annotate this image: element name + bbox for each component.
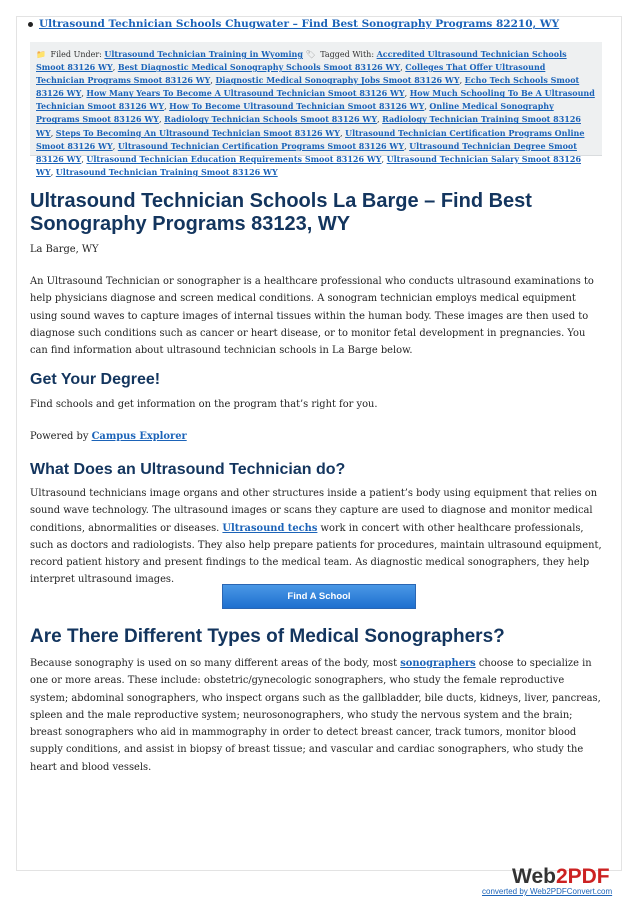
powered-by [30,428,602,445]
tagged-with-label: Tagged With: [320,50,375,59]
tag-link[interactable]: How Much Schooling To Be A Ultrasound Technician Smoot 83126 WY [36,88,595,112]
tag-link[interactable]: Ultrasound Technician Education Requirements Smoot 83126 WY [86,153,382,164]
tag-link[interactable]: Ultrasound Technician Degree Smoot 83126 WY [36,140,577,164]
find-a-school-button[interactable]: Find A School [222,584,416,609]
types-text-2: choose to specialize in one or more areas. These include: obstetric/gynecologic sonographers, who study the female reproductive system; abdominal sonographers, who inspect organs such as the gallbladder, bile ducts, kidneys, liver, pancreas, spleen and the male reproductive system; neurosonographers, who study the nervous system and the brain; breast sonographers who aid in mammography in order to detect breast cancer, track tumors, monitor blood supply conditions, and assist in biopsy of breast tissue; and vascular and cardiac sonographers, who study the heart and blood vessels. [30,658,601,773]
what-heading: What Does an Ultrasound Technician do? [30,461,346,478]
web2pdf-logo [512,866,610,887]
types-heading: Are There Different Types of Medical Sonographers? [30,626,505,647]
ultrasound-techs-link[interactable]: Ultrasound techs [222,522,318,534]
location-text: La Barge, WY [30,244,99,255]
tag-link[interactable]: Radiology Technician Training Smoot 83126 WY [36,114,581,138]
intro-paragraph: An Ultrasound Technician or sonographer is a healthcare professional who conducts ultrasound examinations to help physicians diagnose and screen medical conditions. A sonogram technician employs medical equipment using sound waves to capture images of internal tissues within the human body. These images are then used to diagnose such conditions such as cancer or heart disease, or to monitor fetal development in pregnancies. You can find information about ultrasound technician schools in La Barge below. [30,276,594,357]
tag-link[interactable]: Ultrasound Technician Training Smoot 83126 WY [55,166,278,177]
tag-link[interactable]: Ultrasound Technician Certification Programs Smoot 83126 WY [117,140,405,151]
degree-text: Find schools and get information on the program that’s right for you. [30,399,378,410]
tag-link[interactable]: How Many Years To Become A Ultrasound Technician Smoot 83126 WY [86,88,405,99]
what-text-2: work in concert with other healthcare professionals, such as doctors and radiologists. They also help prepare patients for procedures, maintain ultrasound equipment, record patient history and present findings to the medical team. As diagnostic medical sonographers, they help interpret ultrasound images. [30,522,602,586]
converted-by-link[interactable]: converted by Web2PDFConvert.com [482,887,613,896]
degree-heading: Get Your Degree! [30,371,161,388]
related-post-link[interactable]: Ultrasound Technician Schools Chugwater – Find Best Sonography Programs 82210, WY [39,18,560,30]
logo-web: Web [512,865,556,888]
bullet-icon [28,22,33,27]
tag-link[interactable]: Ultrasound Technician Certification Programs Online Smoot 83126 WY [36,127,585,151]
what-paragraph [30,485,602,589]
tag-link[interactable]: Radiology Technician Schools Smoot 83126 WY [164,114,378,125]
tag-link[interactable]: Accredited Ultrasound Technician Schools Smoot 83126 WY [36,49,567,73]
tag-link[interactable]: Diagnostic Medical Sonography Jobs Smoot 83126 WY [215,75,460,86]
powered-by-label: Powered by [30,431,89,442]
tag-link[interactable]: Ultrasound Technician Salary Smoot 83126 WY [36,153,582,177]
tag-list: Accredited Ultrasound Technician Schools Smoot 83126 WY, Best Diagnostic Medical Sonography Schools Smoot 83126 WY, Colleges That Offer Ultrasound Technician Programs Smoot 83126 WY, Diagnostic Medical Sonography Jobs Smoot 83126 WY, Echo Tech Schools Smoot 83126 WY, How Many Years To Become A Ultrasound Technician Smoot 83126 WY, How Much Schooling To Be A Ultrasound Technician Smoot 83126 WY, How To Become Ultrasound Technician Smoot 83126 WY, Online Medical Sonography Programs Smoot 83126 WY, Radiology Technician Schools Smoot 83126 WY, Radiology Technician Training Smoot 83126 WY, Steps To Becoming An Ultrasound Technician Smoot 83126 WY, Ultrasound Technician Certification Programs Online Smoot 83126 WY, Ultrasound Technician Certification Programs Smoot 83126 WY, Ultrasound Technician Degree Smoot 83126 WY, Ultrasound Technician Education Requirements Smoot 83126 WY, Ultrasound Technician Salary Smoot 83126 WY, Ultrasound Technician Training Smoot 83126 WY [36,49,595,177]
tag-link[interactable]: Steps To Becoming An Ultrasound Technician Smoot 83126 WY [55,127,340,138]
what-text-1: Ultrasound technicians image organs and other structures inside a patient’s body using equipment that relies on sound wave technology. The ultrasound images or scans they capture are used to diagnose and monitor medical conditions, abnormalities or diseases. [30,488,598,534]
campus-explorer-link[interactable]: Campus Explorer [91,431,187,442]
post-meta-box [30,42,602,177]
page-title: Ultrasound Technician Schools La Barge – Find Best Sonography Programs 83123, WY [30,190,532,235]
tag-icon: 🏷 [305,50,316,59]
sonographers-link[interactable]: sonographers [400,658,476,669]
logo-2pdf: 2PDF [555,865,610,888]
tag-link[interactable]: Best Diagnostic Medical Sonography Schools Smoot 83126 WY [117,62,401,73]
filed-under-label: Filed Under: [50,50,102,59]
tag-link[interactable]: Online Medical Sonography Programs Smoot 83126 WY [36,101,554,125]
tag-link[interactable]: Echo Tech Schools Smoot 83126 WY [36,75,580,99]
types-paragraph [30,655,602,776]
tag-link[interactable]: How To Become Ultrasound Technician Smoot 83126 WY [169,101,425,112]
related-post [28,18,559,30]
category-link[interactable]: Ultrasound Technician Training in Wyoming [104,49,303,59]
tag-link[interactable]: Colleges That Offer Ultrasound Technician Programs Smoot 83126 WY [36,62,546,86]
folder-icon: 📁 [36,50,46,59]
types-text-1: Because sonography is used on so many different areas of the body, most [30,658,398,669]
